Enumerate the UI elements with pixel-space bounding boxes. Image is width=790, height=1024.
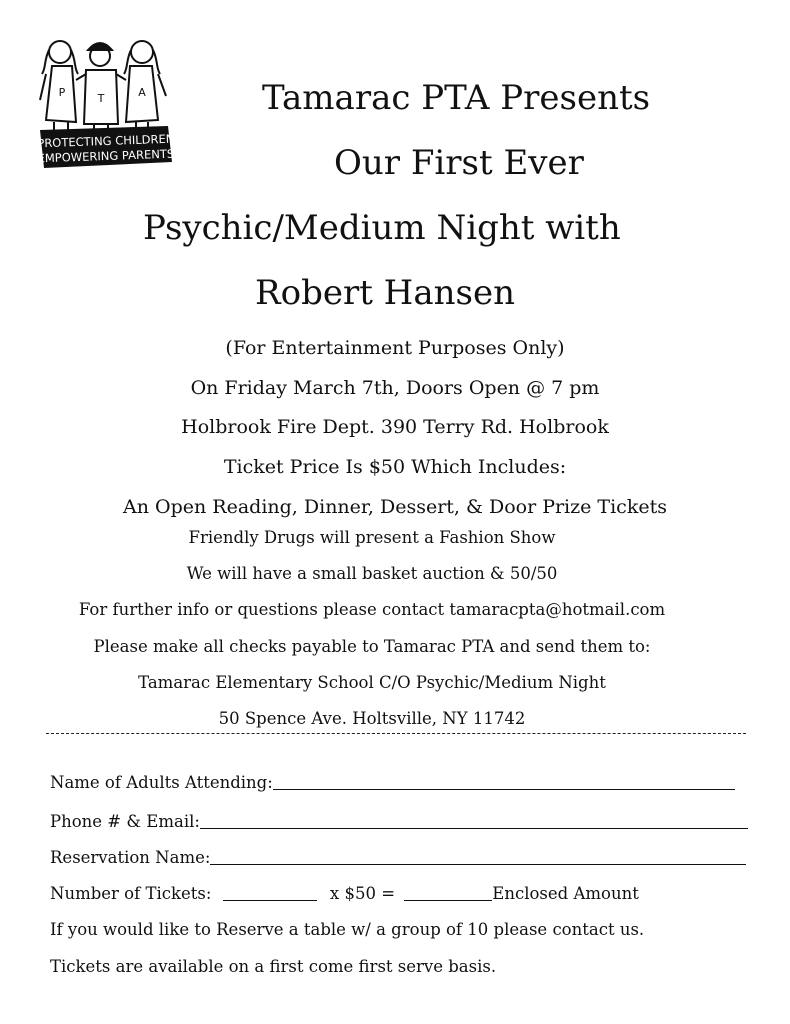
pta-logo xyxy=(38,30,174,170)
includes-text: An Open Reading, Dinner, Dessert, & Door Prize Tickets xyxy=(123,496,667,518)
auction-text: We will have a small basket auction & 50/50 xyxy=(186,564,558,583)
address-line-2: 50 Spence Ave. Holtsville, NY 11742 xyxy=(218,709,526,728)
svg-text:EMPOWERING PARENTS: EMPOWERING PARENTS xyxy=(38,146,174,166)
header-line-2: Our First Ever xyxy=(334,143,584,183)
date-time-text: On Friday March 7th, Doors Open @ 7 pm xyxy=(190,377,600,399)
reservation-name-field[interactable] xyxy=(210,863,746,865)
fashion-show-text: Friendly Drugs will present a Fashion Show xyxy=(188,528,556,547)
availability-note: Tickets are available on a first come first serve basis. xyxy=(50,957,497,976)
header-line-1: Tamarac PTA Presents xyxy=(262,78,651,118)
location-text: Holbrook Fire Dept. 390 Terry Rd. Holbrook xyxy=(181,416,609,438)
header-line-4: Robert Hansen xyxy=(255,273,515,313)
adults-attending-field[interactable] xyxy=(273,788,735,790)
adults-attending-row xyxy=(50,773,735,792)
contact-text: For further info or questions please contact tamaracpta@hotmail.com xyxy=(78,600,666,619)
phone-email-field[interactable] xyxy=(200,827,748,829)
header-line-3: Psychic/Medium Night with xyxy=(143,208,621,248)
svg-text:A: A xyxy=(138,86,146,99)
adults-attending-label: Name of Adults Attending: xyxy=(50,773,273,792)
disclaimer-text: (For Entertainment Purposes Only) xyxy=(225,337,565,359)
table-reservation-note: If you would like to Reserve a table w/ a group of 10 please contact us. xyxy=(50,920,645,939)
reservation-name-label: Reservation Name: xyxy=(50,848,211,867)
svg-text:P: P xyxy=(58,86,66,99)
phone-email-label: Phone # & Email: xyxy=(50,812,200,831)
reservation-name-row xyxy=(50,848,746,867)
phone-email-row xyxy=(50,812,748,831)
svg-text:PROTECTING CHILDREN: PROTECTING CHILDREN xyxy=(38,131,174,151)
price-multiplier-text: x $50 = xyxy=(329,884,396,903)
number-of-tickets-row xyxy=(50,884,639,903)
address-line-1: Tamarac Elementary School C/O Psychic/Medium Night xyxy=(138,673,606,692)
cut-line-divider xyxy=(46,733,746,734)
enclosed-amount-field[interactable] xyxy=(404,899,492,901)
svg-text:T: T xyxy=(97,92,105,105)
checks-text: Please make all checks payable to Tamarac PTA and send them to: xyxy=(93,637,651,656)
enclosed-amount-label: Enclosed Amount xyxy=(492,884,639,903)
number-of-tickets-field[interactable] xyxy=(223,899,317,901)
number-of-tickets-label: Number of Tickets: xyxy=(50,884,212,903)
pta-children-logo-icon xyxy=(38,30,174,170)
price-text: Ticket Price Is $50 Which Includes: xyxy=(223,456,567,478)
